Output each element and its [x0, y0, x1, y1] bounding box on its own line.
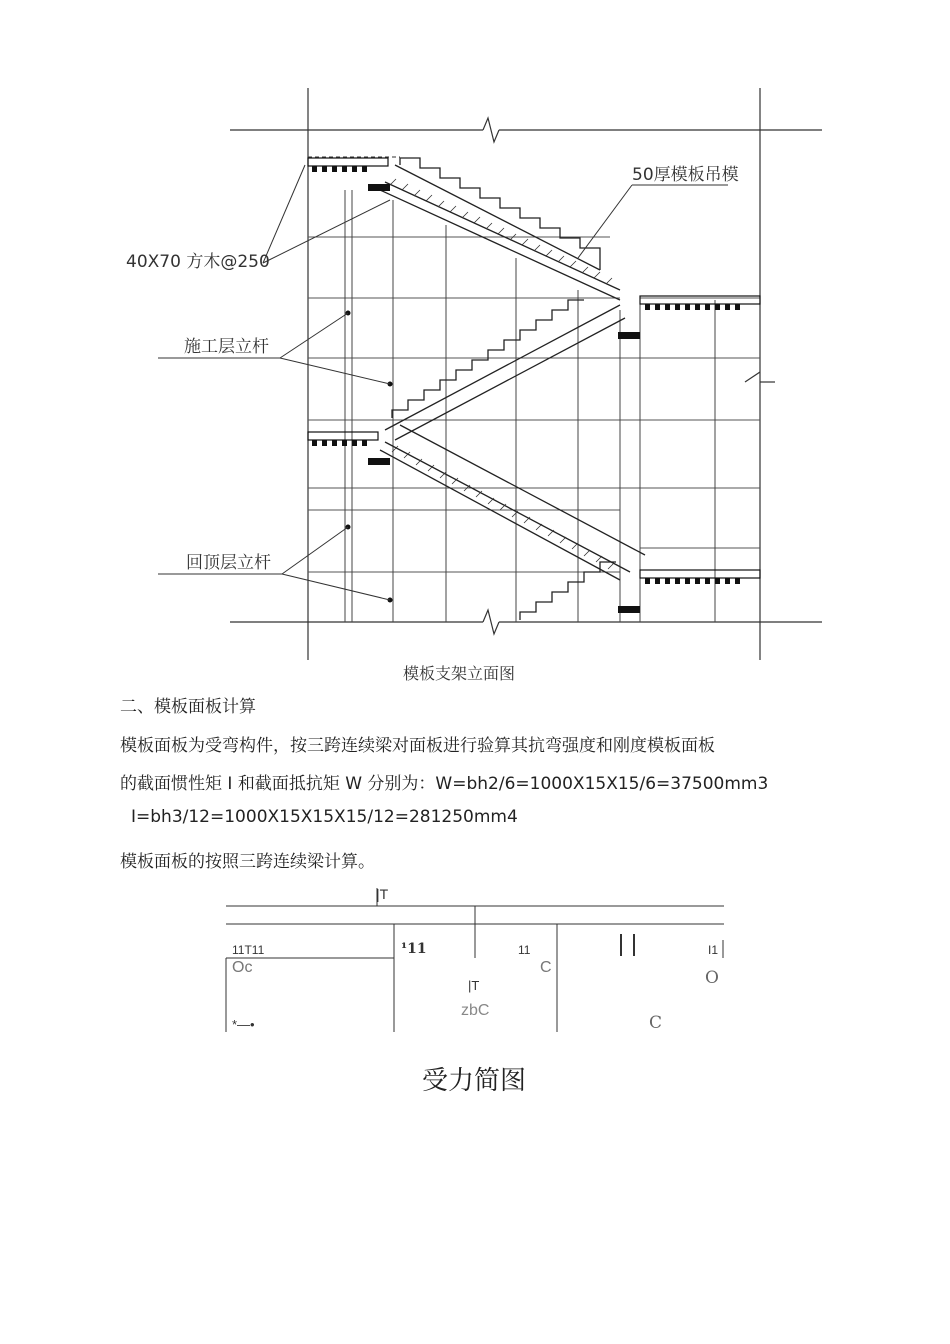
figure-caption: 模板支架立面图	[403, 664, 516, 683]
beam-label-span-1: 11T11	[232, 943, 265, 957]
formwork-elevation-drawing	[120, 85, 830, 665]
beam-label-zbc: zbC	[461, 1002, 490, 1019]
plank-callout: 50厚模板吊模	[632, 165, 739, 185]
beam-label-span-4: I1	[708, 943, 719, 957]
beam-label-c2: C	[649, 1013, 663, 1033]
beam-label-o2: O	[705, 968, 719, 988]
formula-I: I=bh3/12=1000X15X15X15/12=281250mm4	[131, 807, 518, 827]
beam-label-t2: |T	[468, 978, 480, 993]
construction-pole-callout: 施工层立杆	[184, 337, 269, 357]
beam-label-span-3: 11	[518, 943, 531, 957]
beam-label-star: *—•	[232, 1017, 255, 1032]
beam-label-oc: Oc	[232, 959, 253, 976]
timber-callout: 40X70 方木@250	[126, 252, 270, 272]
section-heading: 二、模板面板计算	[120, 697, 256, 717]
paragraph-line-1: 模板面板为受弯构件，按三跨连续梁对面板进行验算其抗弯强度和刚度模板面板	[120, 736, 715, 756]
return-pole-callout: 回顶层立杆	[186, 553, 271, 573]
diagram-caption: 受力简图	[422, 1066, 527, 1096]
paragraph-line-2: 的截面惯性矩 I 和截面抵抗矩 W 分别为：W=bh2/6=1000X15X15/6=37500mm3	[120, 774, 769, 794]
paragraph-2: 模板面板的按照三跨连续梁计算。	[120, 852, 375, 872]
beam-label-span-2: ¹11	[401, 941, 427, 957]
beam-label-top: |T	[376, 886, 389, 902]
beam-label-c1: C	[540, 959, 552, 976]
